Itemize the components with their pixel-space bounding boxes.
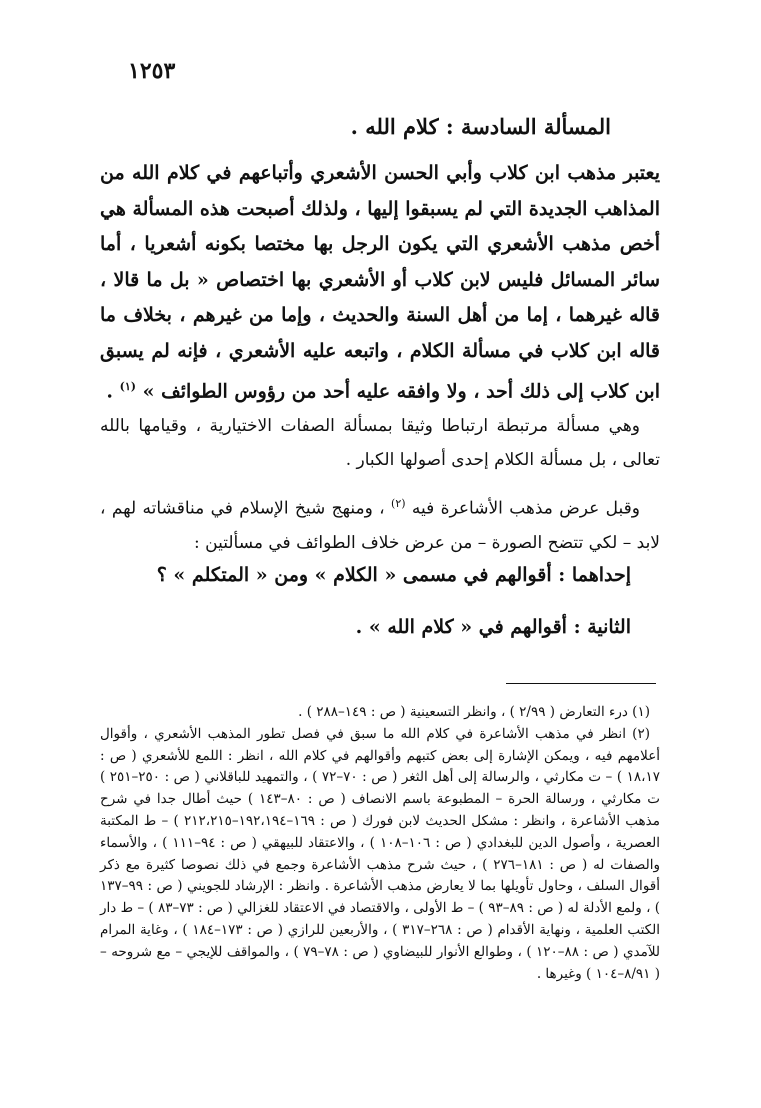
main-paragraph-end: .: [106, 380, 120, 403]
page-number: ١٢٥٣: [128, 58, 176, 84]
paragraph-3-start: وقبل عرض مذهب الأشاعرة فيه: [405, 498, 641, 519]
paragraph-3: [100, 487, 660, 560]
question-2: [356, 616, 631, 638]
question-1: [157, 564, 631, 586]
question-1-label: إحداهما :: [558, 564, 631, 586]
main-paragraph: [100, 156, 660, 410]
paragraph-2: وهي مسألة مرتبطة ارتباطا وثيقا بمسألة الصفات الاختيارية ، وقيامها بالله تعالى ، بل مسألة الكلام إحدى أصولها الكبار .: [100, 416, 660, 470]
question-2-text: أقوالهم في « كلام الله » .: [355, 616, 574, 638]
paragraph-3-end: ، ومنهج شيخ الإسلام في مناقشاته لهم ، لابد – لكي تتضح الصورة – من عرض خلاف الطوائف في مسألتين :: [100, 498, 660, 553]
question-1-text: أقوالهم في مسمى « الكلام » ومن « المتكلم » ؟: [156, 564, 559, 586]
footnote-1: (١) درء التعارض ( ٢/٩٩ ) ، وانظر التسعينية ( ص : ١٤٩–٢٨٨ ) .: [298, 704, 650, 720]
footnote-ref-1[interactable]: (١): [119, 380, 136, 393]
footnote-2: (٢) انظر في مذهب الأشاعرة في كلام الله ما سبق في فصل تطور المذهب الأشعري ، وأقوال أعلامهم فيه ، ويمكن الإشارة إلى بعض كتبهم وأقوالهم في كلام الله ، انظر : اللمع للأشعري ( ص : ١٨،١٧ ) – ت مكارثي ، والرسالة إلى أهل الثغر ( ص : ٧٠–٧٢ ) ، والتمهيد للباقلاني ( ص : ٢٥٠–٢٥١ ) ت مكارثي ، ورسالة الحرة – المطبوعة باسم الانصاف ( ص : ٨٠–١٤٣ ) حيث أطال جدا في شرح مذهب الأشاعرة ، وانظر : مشكل الحديث لابن فورك ( ص : ١٦٩–١٩٢،١٩٤–٢١٢،٢١٥ ) – ط المكتبة العصرية ، وأصول الدين للبغدادي ( ص : ١٠٦–١٠٨ ) ، والاعتقاد للبيهقي ( ص : ٩٤–١١١ ) ، والأسماء والصفات له ( ص : ١٨١–٢٧٦ ) ، حيث شرح مذهب الأشاعرة وجمع في ذلك نصوصا كثيرة مع ذكر أقوال السلف ، وحاول تأويلها بما لا يعارض مذهب الأشاعرة . وانظر : الإرشاد للجويني ( ص : ٩٩–١٣٧ ) ، ولمع الأدلة له ( ص : ٨٩–٩٣ ) – ط الأولى ، والاقتصاد في الاعتقاد للغزالي ( ص : ٧٣–٨٣ ) – ط دار الكتب العلمية ، ونهاية الأقدام ( ص : ٢٦٨–٣١٧ ) ، والأربعين للرازي ( ص : ١٧٣–١٨٤ ) ، وغاية المرام للآمدي ( ص : ٨٨–١٢٠ ) ، وطوالع الأنوار للبيضاوي ( ص : ٧٨–٧٩ ) ، والمواقف للإيجي – مع شروحه – ( ٨/٩١–١٠٤ ) وغيرها .: [100, 725, 661, 982]
question-2-label: الثانية :: [573, 616, 631, 638]
footnote-ref-2[interactable]: (٢): [391, 497, 406, 510]
footnotes: [100, 702, 660, 985]
section-title: المسألة السادسة : كلام الله .: [350, 114, 611, 139]
footnote-divider: [506, 683, 656, 684]
main-paragraph-text: يعتبر مذهب ابن كلاب وأبي الحسن الأشعري وأتباعهم في كلام الله من المذاهب الجديدة التي لم يسبقوا إليها ، ولذلك أصبحت هذه المسألة هي أخص مذهب الأشعري التي يكون الرجل بها مختصا بكونه أشعريا ، أما سائر المسائل فليس لابن كلاب أو الأشعري بها اختصاص « بل ما قالا ، قاله غيرهما ، إما من أهل السنة والحديث ، وإما من غيرهم ، بخلاف ما قاله ابن كلاب في مسألة الكلام ، واتبعه عليه الأشعري ، فإنه لم يسبق ابن كلاب إلى ذلك أحد ، ولا وافقه عليه أحد من رؤوس الطوائف »: [100, 162, 660, 403]
